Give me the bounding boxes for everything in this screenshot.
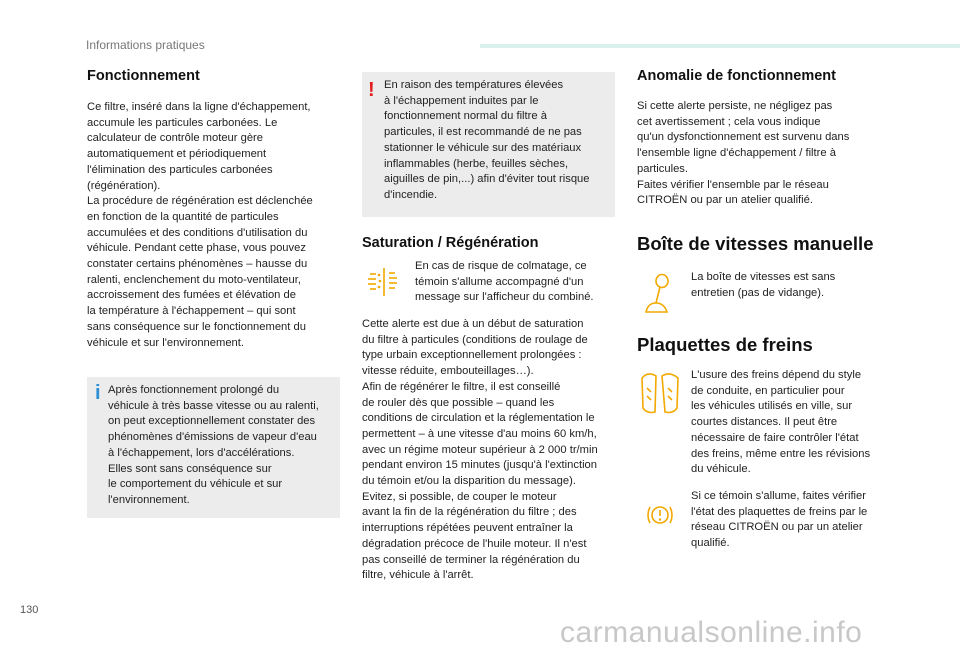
heading-boite-vitesses: Boîte de vitesses manuelle xyxy=(637,233,874,254)
warning-icon: ! xyxy=(368,79,375,101)
header-divider xyxy=(480,44,960,48)
section-header: Informations pratiques xyxy=(86,38,205,52)
brake-warning-text: Si ce témoin s'allume, faites vérifier l'état des plaquettes de freins par le réseau CITROËN ou par un atelier qualifié. xyxy=(691,490,868,550)
brakes-text: L'usure des freins dépend du style de conduite, en particulier pour les véhicules utilisés en ville, sur courtes distances. Il peut être nécessaire de faire contrôler l'état des freins, même entre les révisions du véhicule. xyxy=(691,369,871,476)
brake-warning-icon xyxy=(645,500,675,530)
watermark: carmanualsonline.info xyxy=(560,616,863,649)
saturation-icon-text: En cas de risque de colmatage, ce témoin s'allume accompagné d'un message sur l'afficheur du combiné. xyxy=(415,260,594,304)
info-note xyxy=(87,377,340,518)
page-number: 130 xyxy=(20,604,39,616)
saturation-body: Cette alerte est due à un début de saturation du filtre à particules (conditions de roulage de type urbain exceptionnellement prolongées : vitesse réduite, embouteillages…). Afin de régénérer le filtre, il est conseillé de rouler dès que possible – quand les conditions de circulation et la réglementation le permettent – à une vitesse d'au moins 60 km/h, avec un régime moteur supérieur à 2 000 tr/min pendant environ 15 minutes (jusqu'à l'extinction du témoin et/ou la disparition du message). Evitez, si possible, de couper le moteur avant la fin de la régénération du filtre ; des interruptions répétées peuvent entraîner la dégradation précoce de l'huile moteur. Il n'est pas conseillé de terminer la régénération du filtre, véhicule à l'arrêt. xyxy=(362,318,598,582)
heading-anomalie: Anomalie de fonctionnement xyxy=(637,68,836,84)
column-1 xyxy=(87,68,337,351)
brake-pads-icon xyxy=(638,368,682,420)
gearbox-text: La boîte de vitesses est sans entretien (pas de vidange). xyxy=(691,271,836,299)
warning-note xyxy=(362,72,615,217)
fonctionnement-body: Ce filtre, inséré dans la ligne d'échappement, accumule les particules carbonées. Le calculateur de contrôle moteur gère automatiquement et périodiquement l'élimination des particules carbonées (régénération). La procédure de régénération est déclenchée en fonction de la quantité de particules accumulées et des conditions d'utilisation du véhicule. Pendant cette phase, vous pouvez constater certains phénomènes – hausse du ralenti, enclenchement du moto-ventilateur, accroissement des fumées et élévation de la température à l'échappement – qui sont sans conséquence sur le fonctionnement du véhicule et sur l'environnement. xyxy=(87,101,313,349)
warning-note-text: En raison des températures élevées à l'échappement induites par le fonctionnement normal du filtre à particules, il est recommandé de ne pas stationner le véhicule sur des matériaux inflammables (herbe, feuilles sèches, aiguilles de pin,...) afin d'éviter tout risque d'incendie. xyxy=(384,79,590,201)
particle-filter-icon xyxy=(362,263,406,301)
heading-saturation: Saturation / Régénération xyxy=(362,235,539,251)
info-note-text: Après fonctionnement prolongé du véhicule à très basse vitesse ou au ralenti, on peut exceptionnellement constater des phénomènes d'émissions de vapeur d'eau à l'échappement, lors d'accélérations. Elles sont sans conséquence sur le comportement du véhicule et sur l'environnement. xyxy=(108,384,319,506)
heading-fonctionnement: Fonctionnement xyxy=(87,68,200,84)
heading-plaquettes: Plaquettes de freins xyxy=(637,334,813,355)
info-icon: i xyxy=(95,382,101,404)
gearbox-icon xyxy=(640,270,680,320)
anomalie-body: Si cette alerte persiste, ne négligez pas cet avertissement ; cela vous indique qu'un dysfonctionnement est survenu dans l'ensemble ligne d'échappement / filtre à particules. Faites vérifier l'ensemble par le réseau CITROËN ou par un atelier qualifié. xyxy=(637,100,850,207)
